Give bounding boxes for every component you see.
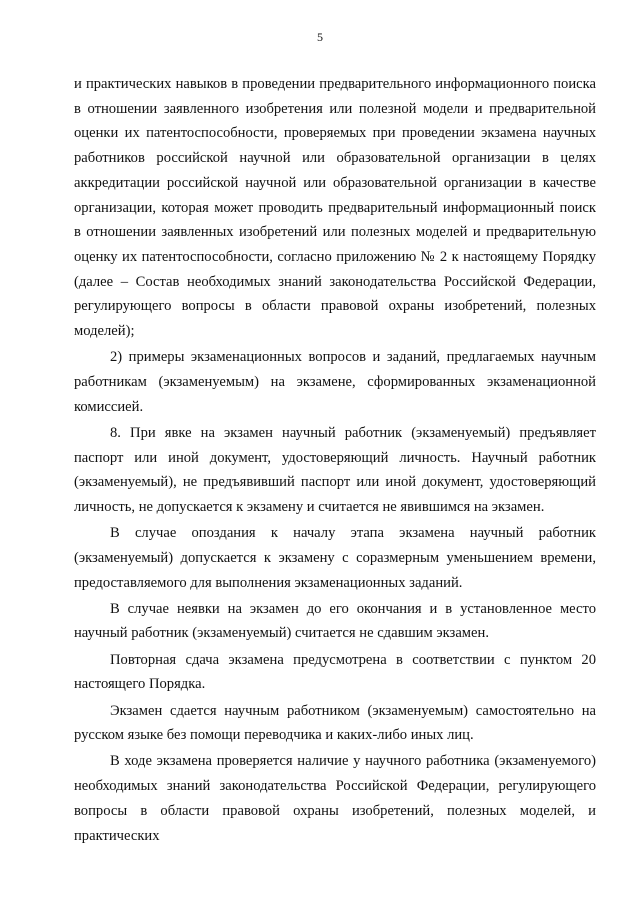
- paragraph-lateness: В случае опоздания к началу этапа экзамена научный работник (экзаменуемый) допускается к экзамену с соразмерным уменьшением времени, предоставляемого для выполнения экзаменационных заданий.: [74, 525, 596, 591]
- paragraph-language: Экзамен сдается научным работником (экзаменуемым) самостоятельно на русском языке без помощи переводчика и каких-либо иных лиц.: [74, 702, 596, 744]
- paragraph-exam-check: В ходе экзамена проверяется наличие у научного работника (экзаменуемого) необходимых знаний законодательства Российской Федерации, регулирующего вопросы в области правовой охраны изобретений, полезных моделей, и практических: [74, 753, 596, 844]
- document-body: [74, 72, 596, 848]
- paragraph-continuation: и практических навыков в проведении предварительного информационного поиска в отношении заявленного изобретения или полезной модели и предварительной оценки их патентоспособности, проверяемых при проведении экзамена научных работников российской научной или образовательной организации в целях аккредитации российской научной или образовательной организации в качестве организации, которая может проводить предварительный информационный поиск в отношении заявленных изобретений или полезных моделей и предварительную оценку их патентоспособности, согласно приложению № 2 к настоящему Порядку (далее – Состав необходимых знаний законодательства Российской Федерации, регулирующего вопросы в области правовой охраны изобретений, полезных моделей);: [74, 76, 596, 340]
- paragraph-absence: В случае неявки на экзамен до его окончания и в установленное место научный работник (экзаменуемый) считается не сдавшим экзамен.: [74, 600, 596, 642]
- page-number: 5: [317, 30, 323, 44]
- paragraph-item-2: 2) примеры экзаменационных вопросов и заданий, предлагаемых научным работникам (экзаменуемым) на экзамене, сформированных экзаменационной комиссией.: [74, 349, 596, 415]
- paragraph-section-8: 8. При явке на экзамен научный работник (экзаменуемый) предъявляет паспорт или иной документ, удостоверяющий личность. Научный работник (экзаменуемый), не предъявивший паспорт или иной документ, удостоверяющий личность, не допускается к экзамену и считается не явившимся на экзамен.: [74, 424, 596, 515]
- paragraph-retake: Повторная сдача экзамена предусмотрена в соответствии с пунктом 20 настоящего Порядка.: [74, 651, 596, 693]
